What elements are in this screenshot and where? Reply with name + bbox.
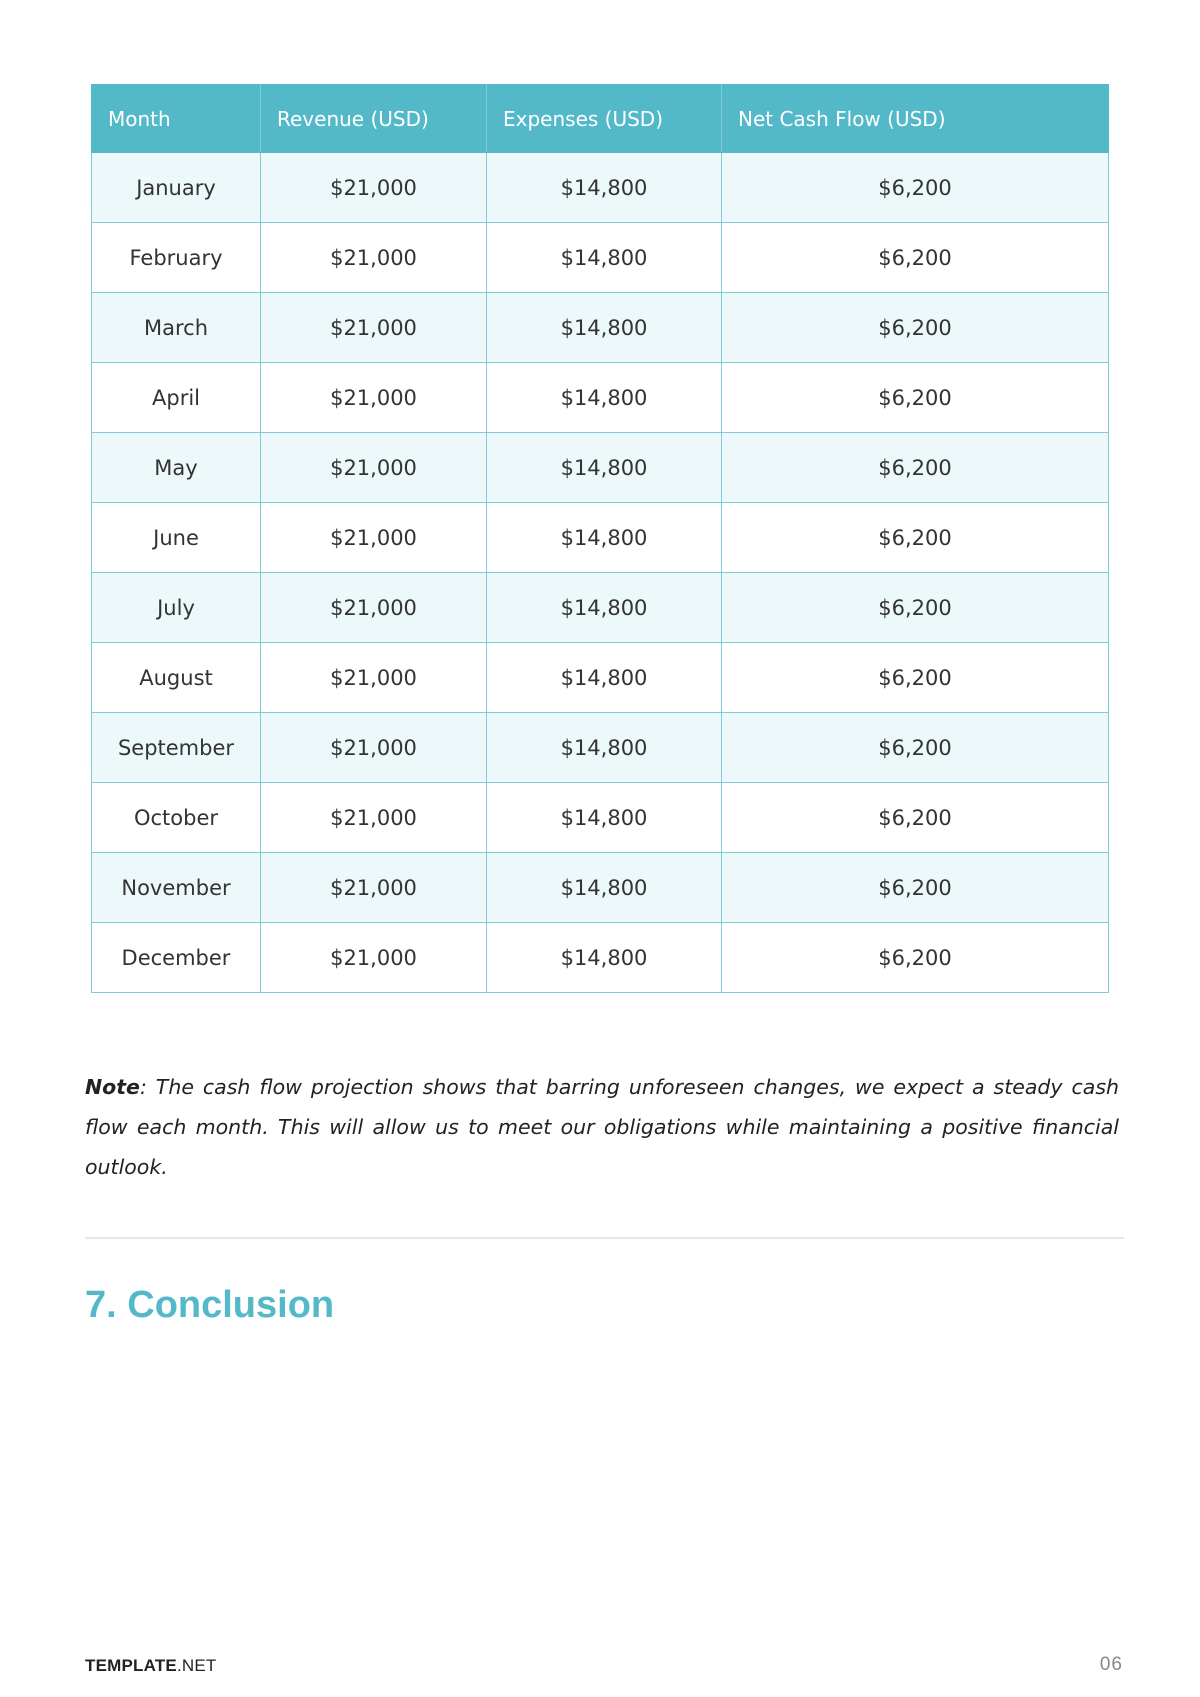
table-row bbox=[92, 643, 1109, 713]
revenue-cell: $21,000 bbox=[261, 433, 487, 503]
table-row bbox=[92, 573, 1109, 643]
table-body bbox=[92, 153, 1109, 993]
expenses-cell: $14,800 bbox=[487, 223, 722, 293]
revenue-cell: $21,000 bbox=[261, 643, 487, 713]
expenses-cell: $14,800 bbox=[487, 923, 722, 993]
note-label: Note bbox=[85, 1075, 140, 1099]
table-row bbox=[92, 363, 1109, 433]
net-cash-flow-cell: $6,200 bbox=[722, 713, 1109, 783]
expenses-cell: $14,800 bbox=[487, 293, 722, 363]
month-cell: September bbox=[92, 713, 261, 783]
header-month: Month bbox=[92, 85, 261, 153]
revenue-cell: $21,000 bbox=[261, 853, 487, 923]
month-cell: August bbox=[92, 643, 261, 713]
expenses-cell: $14,800 bbox=[487, 363, 722, 433]
revenue-cell: $21,000 bbox=[261, 573, 487, 643]
revenue-cell: $21,000 bbox=[261, 713, 487, 783]
revenue-cell: $21,000 bbox=[261, 923, 487, 993]
brand-name-bold: TEMPLATE bbox=[85, 1656, 177, 1675]
page-number: 06 bbox=[1099, 1654, 1123, 1675]
table-row bbox=[92, 923, 1109, 993]
brand-name-suffix: .NET bbox=[176, 1656, 217, 1675]
header-row bbox=[92, 85, 1109, 153]
month-cell: December bbox=[92, 923, 261, 993]
header-revenue: Revenue (USD) bbox=[261, 85, 487, 153]
table-row bbox=[92, 153, 1109, 223]
net-cash-flow-cell: $6,200 bbox=[722, 433, 1109, 503]
expenses-cell: $14,800 bbox=[487, 153, 722, 223]
net-cash-flow-cell: $6,200 bbox=[722, 573, 1109, 643]
header-expenses: Expenses (USD) bbox=[487, 85, 722, 153]
cash-flow-table bbox=[91, 84, 1109, 993]
net-cash-flow-cell: $6,200 bbox=[722, 293, 1109, 363]
net-cash-flow-cell: $6,200 bbox=[722, 853, 1109, 923]
month-cell: November bbox=[92, 853, 261, 923]
month-cell: June bbox=[92, 503, 261, 573]
revenue-cell: $21,000 bbox=[261, 503, 487, 573]
revenue-cell: $21,000 bbox=[261, 293, 487, 363]
expenses-cell: $14,800 bbox=[487, 713, 722, 783]
section-divider bbox=[85, 1237, 1124, 1239]
month-cell: February bbox=[92, 223, 261, 293]
month-cell: July bbox=[92, 573, 261, 643]
revenue-cell: $21,000 bbox=[261, 153, 487, 223]
table-row bbox=[92, 853, 1109, 923]
net-cash-flow-cell: $6,200 bbox=[722, 503, 1109, 573]
table-row bbox=[92, 713, 1109, 783]
revenue-cell: $21,000 bbox=[261, 363, 487, 433]
expenses-cell: $14,800 bbox=[487, 783, 722, 853]
month-cell: October bbox=[92, 783, 261, 853]
net-cash-flow-cell: $6,200 bbox=[722, 643, 1109, 713]
table-row bbox=[92, 433, 1109, 503]
net-cash-flow-cell: $6,200 bbox=[722, 783, 1109, 853]
note-paragraph bbox=[85, 1067, 1119, 1187]
month-cell: March bbox=[92, 293, 261, 363]
note-text: : The cash flow projection shows that barring unforeseen changes, we expect a steady cash flow each month. This will allow us to meet our obligations while maintaining a positive financial outlook. bbox=[85, 1075, 1119, 1179]
table-row bbox=[92, 223, 1109, 293]
month-cell: April bbox=[92, 363, 261, 433]
table-row bbox=[92, 293, 1109, 363]
month-cell: May bbox=[92, 433, 261, 503]
net-cash-flow-cell: $6,200 bbox=[722, 153, 1109, 223]
expenses-cell: $14,800 bbox=[487, 853, 722, 923]
net-cash-flow-cell: $6,200 bbox=[722, 363, 1109, 433]
table-header bbox=[92, 85, 1109, 153]
net-cash-flow-cell: $6,200 bbox=[722, 223, 1109, 293]
table-row bbox=[92, 783, 1109, 853]
expenses-cell: $14,800 bbox=[487, 433, 722, 503]
expenses-cell: $14,800 bbox=[487, 573, 722, 643]
revenue-cell: $21,000 bbox=[261, 783, 487, 853]
header-net-cash-flow: Net Cash Flow (USD) bbox=[722, 85, 1109, 153]
table-row bbox=[92, 503, 1109, 573]
section-heading: 7. Conclusion bbox=[85, 1284, 335, 1326]
net-cash-flow-cell: $6,200 bbox=[722, 923, 1109, 993]
revenue-cell: $21,000 bbox=[261, 223, 487, 293]
expenses-cell: $14,800 bbox=[487, 643, 722, 713]
month-cell: January bbox=[92, 153, 261, 223]
footer-brand bbox=[85, 1656, 216, 1676]
expenses-cell: $14,800 bbox=[487, 503, 722, 573]
